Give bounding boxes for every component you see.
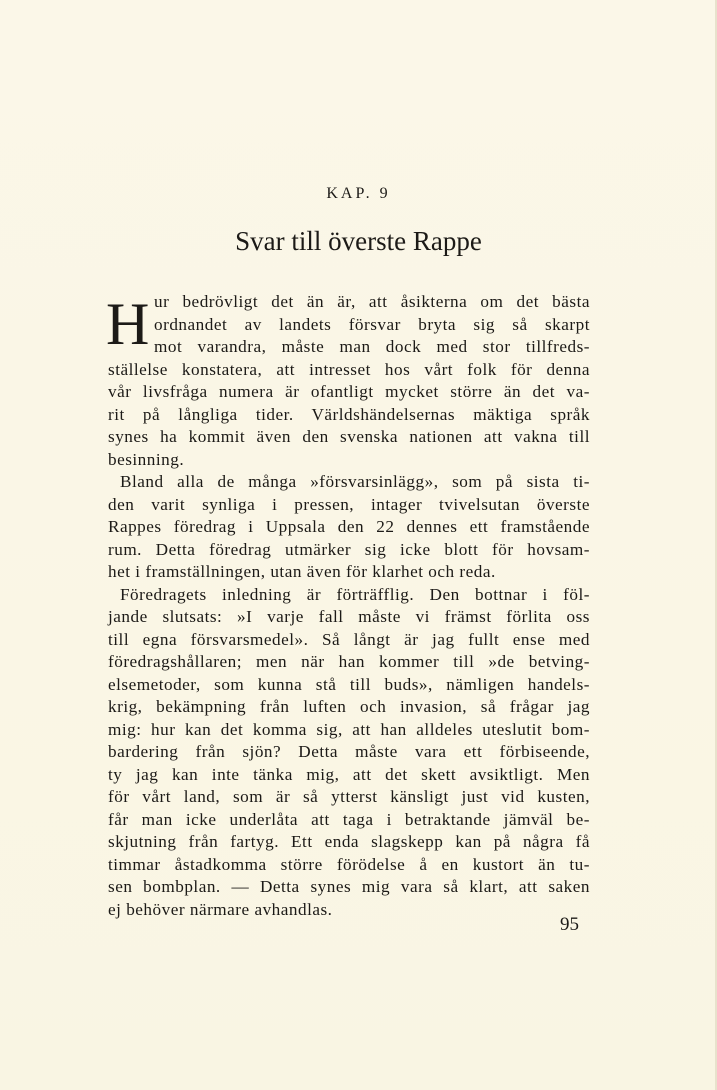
text-line: besinning. [108,449,185,469]
text-line: jande slutsats: »I varje fall måste vi främst förlita oss [108,607,590,626]
text-line: skjutning från fartyg. Ett enda slagskepp kan på några få [108,832,590,851]
page-number: 95 [560,914,579,935]
text-line: den varit synliga i pressen, intager tvivelsutan överste [108,494,590,514]
text-line: krig, bekämpning från luften och invasion, så frågar jag [108,697,590,716]
text-line: synes ha kommit även den svenska nationen att vakna till [108,427,590,446]
text-line: mot varandra, måste man dock med stor tillfreds- [154,337,590,356]
text-line: bardering från sjön? Detta måste vara ett förbiseende, [108,742,590,761]
text-line: elsemetoder, som kunna stå till buds», nämligen handels- [108,674,590,694]
drop-cap: H [106,291,150,357]
text-line: föredragshållaren; men när han kommer till »de betving- [108,652,590,671]
text-line: timmar åstadkomma större förödelse å en kustort än tu- [108,854,590,874]
chapter-label: KAP. 9 [326,185,391,202]
text-line: ställelse konstatera, att intresset hos vårt folk för denna [108,359,590,379]
text-line: får man icke underlåta att taga i betraktande jämväl be- [108,809,590,829]
text-line: rum. Detta föredrag utmärker sig icke blott för hovsam- [108,539,590,559]
text-line: Föredragets inledning är förträfflig. Den bottnar i föl- [120,584,590,604]
text-line: för vårt land, som är så ytterst känsligt just vid kusten, [108,787,590,806]
text-line: mig: hur kan det komma sig, att han alldeles uteslutit bom- [108,719,590,739]
text-line: sen bombplan. — Detta synes mig vara så klart, att saken [108,877,590,896]
text-line: het i framställningen, utan även för klarhet och reda. [108,562,496,581]
body-text [108,291,590,921]
text-line: ordnandet av landets försvar bryta sig så skarpt [154,314,590,334]
text-line: vår livsfråga numera är ofantligt mycket större än det va- [108,382,590,401]
text-line: rit på långliga tider. Världshändelsernas mäktiga språk [108,404,590,424]
text-line: Rappes föredrag i Uppsala den 22 dennes ett framstående [108,517,590,536]
text-line: ur bedrövligt det än är, att åsikterna om det bästa [154,292,590,311]
text-line: ej behöver närmare avhandlas. [108,899,333,919]
text-line: Bland alla de många »försvarsinlägg», som på sista ti- [120,472,590,491]
text-line: ty jag kan inte tänka mig, att det skett avsiktligt. Men [108,764,590,784]
text-line: till egna försvarsmedel». Så långt är jag fullt ense med [108,629,590,649]
chapter-title: Svar till överste Rappe [235,226,482,256]
